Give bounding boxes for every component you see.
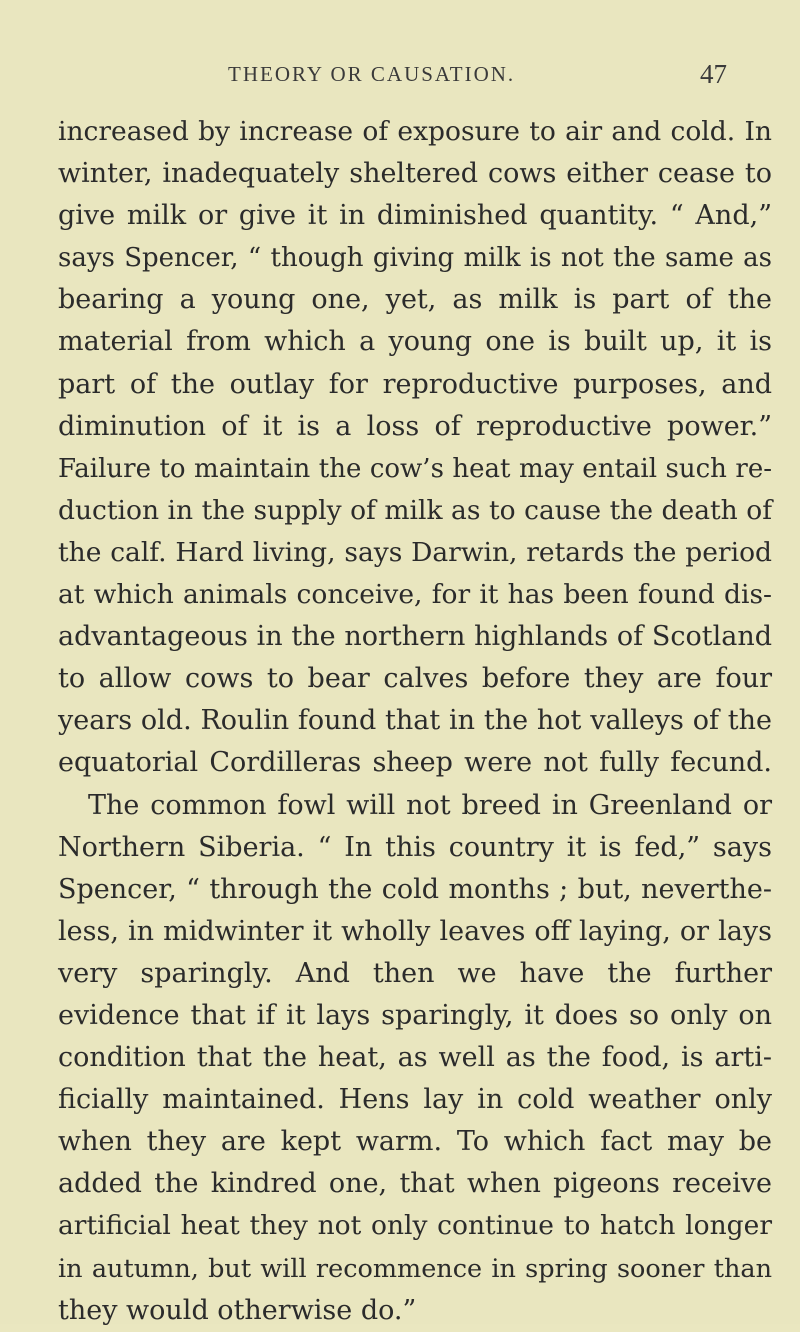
text-line: material from which a young one is built up, it is	[58, 326, 772, 358]
text-line: part of the outlay for reproductive purposes, and	[58, 368, 772, 400]
text-line: when they are kept warm. To which fact may be	[58, 1126, 772, 1158]
page-number: 47	[700, 59, 727, 89]
text-line: to allow cows to bear calves before they are four	[58, 663, 772, 695]
text-line: increased by increase of exposure to air and cold. In	[58, 116, 772, 147]
text-line: years old. Roulin found that in the hot valleys of the	[58, 705, 772, 737]
running-head	[0, 59, 800, 92]
text-line: equatorial Cordilleras sheep were not fully fecund.	[58, 747, 772, 779]
text-line: evidence that if it lays sparingly, it does so only on	[58, 999, 772, 1031]
text-line: added the kindred one, that when pigeons receive	[58, 1168, 772, 1200]
body-text	[58, 111, 772, 1332]
text-line: less, in midwinter it wholly leaves off laying, or lays	[58, 915, 772, 947]
text-line: duction in the supply of milk as to cause the death of	[58, 494, 772, 526]
text-line: Spencer, “ through the cold months ; but, neverthe-	[58, 873, 772, 905]
text-line: advantageous in the northern highlands of Scotland	[58, 621, 772, 653]
text-line: diminution of it is a loss of reproductive power.”	[58, 410, 772, 442]
running-head-title: THEORY OR CAUSATION.	[228, 62, 516, 86]
text-line: The common fowl will not breed in Greenland or	[88, 789, 772, 821]
text-line: the calf. Hard living, says Darwin, retards the period	[58, 536, 772, 568]
text-line: says Spencer, “ though giving milk is not the same as	[58, 243, 772, 274]
text-line: they would otherwise do.”	[58, 1294, 417, 1326]
text-line: at which animals conceive, for it has been found dis-	[58, 579, 772, 611]
text-line: very sparingly. And then we have the further	[58, 957, 772, 989]
text-line: give milk or give it in diminished quantity. “ And,”	[58, 200, 772, 232]
text-line: in autumn, but will recommence in spring sooner than	[58, 1253, 772, 1284]
text-line: condition that the heat, as well as the food, is arti-	[58, 1042, 772, 1074]
text-line: Northern Siberia. “ In this country it is fed,” says	[58, 831, 772, 863]
text-line: bearing a young one, yet, as milk is part of the	[58, 284, 772, 316]
text-line: winter, inadequately sheltered cows either cease to	[58, 158, 772, 190]
text-line: Failure to maintain the cow’s heat may entail such re-	[58, 453, 772, 484]
text-line: artificial heat they not only continue to hatch longer	[58, 1210, 772, 1242]
text-line: ficially maintained. Hens lay in cold weather only	[58, 1084, 772, 1116]
